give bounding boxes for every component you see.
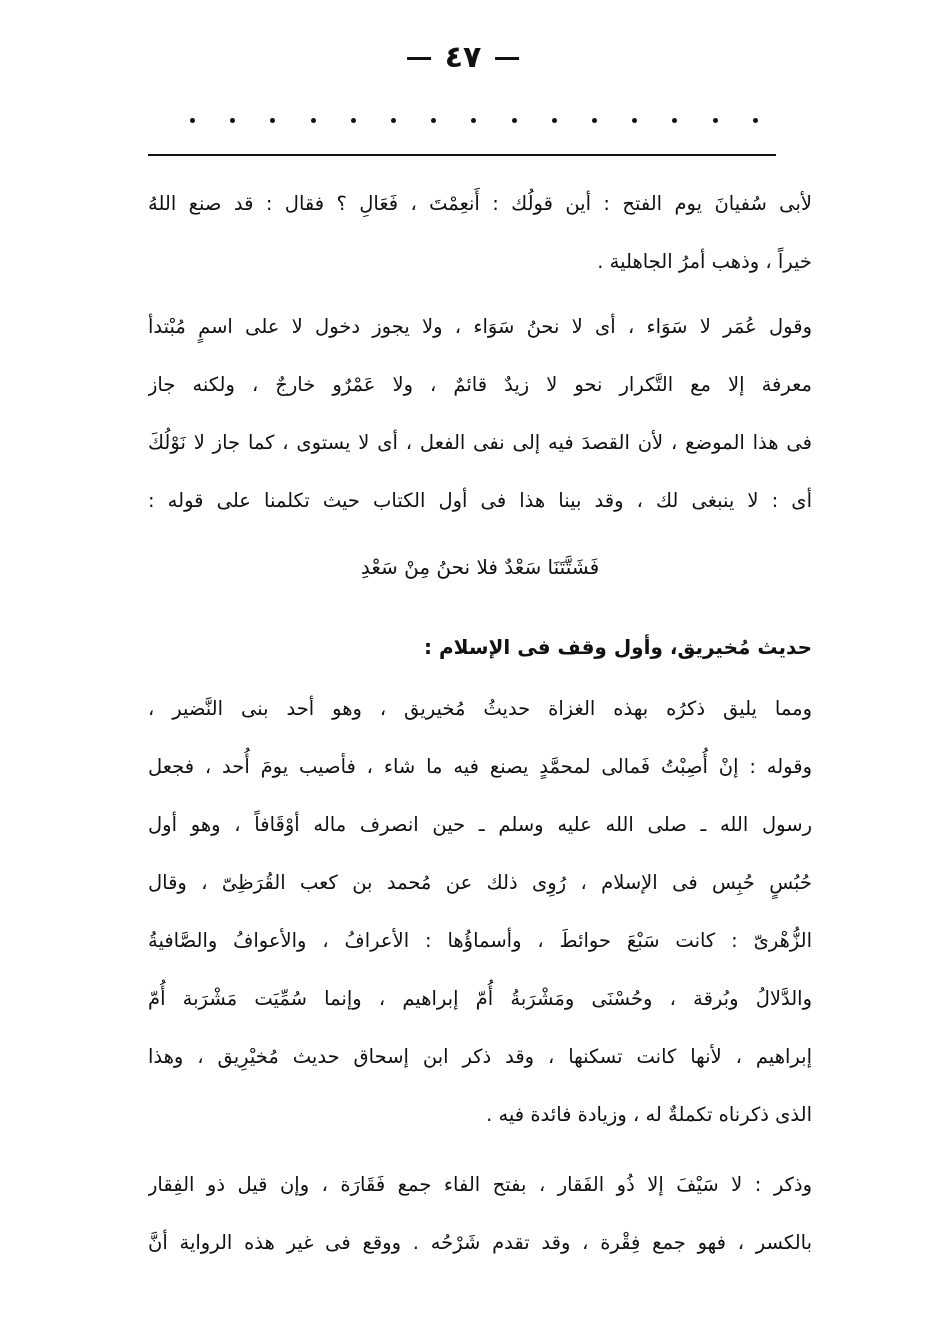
text-line: أى : لا ينبغى لك ، وقد بينا هذا فى أول الكتاب حيث تكلمنا على قوله : (148, 489, 812, 512)
text-line: رسول الله ـ صلى الله عليه وسلم ـ حين انصرف ماله أوْقَافاً ، وهو أول (148, 813, 812, 836)
separator-dot (230, 118, 235, 123)
separator-dot (391, 118, 396, 123)
paragraph-3 (148, 680, 812, 1144)
text-line: لأبى سُفيانَ يوم الفتح : أين قولُك : أَنعِمْتَ ، فَعَالِ ؟ فقال : قد صنع اللهُ (148, 192, 812, 215)
page-number: ٤٧ (444, 40, 482, 75)
text-line: فى هذا الموضع ، لأن القصدَ فيه إلى نفى الفعل ، أى لا يستوى ، كما جاز لا نَوْلُكَ (148, 431, 812, 454)
separator-dot (512, 118, 517, 123)
separator-dot (672, 118, 677, 123)
paragraph-2 (148, 298, 812, 530)
text-line: إبراهيم ، لأنها كانت تسكنها ، وقد ذكر ابن إسحاق حديث مُخيْرِيق ، وهذا (148, 1045, 812, 1068)
text-line: حُبُسٍ حُبِس فى الإسلام ، رُوِى ذلك عن مُحمد بن كعب القُرَظِىّ ، وقال (148, 871, 812, 894)
separator-dot (713, 118, 718, 123)
paragraph-4 (148, 1156, 812, 1272)
text-line: وذكر : لا سَيْفَ إلا ذُو الفَقار ، بفتح الفاء جمع فَقَارَة ، وإن قيل ذو الفِقار (148, 1173, 812, 1196)
separator-dot (190, 118, 195, 123)
page-number-header (0, 38, 926, 78)
separator-dot (351, 118, 356, 123)
text-line: والدَّلالُ وبُرقة ، وحُسْنَى ومَشْرَبةُ أُمّ إبراهيم ، وإنما سُمِّيَت مَشْرَبة أُمّ (148, 987, 812, 1010)
separator-dot (431, 118, 436, 123)
text-line: معرفة إلا مع التَّكرار نحو لا زيدٌ قائمٌ ، ولا عَمْرٌو خارجٌ ، ولكنه جاز (148, 373, 812, 396)
separator-dot (270, 118, 275, 123)
text-line: وقوله : إنْ أُصِبْتُ فَمالى لمحمَّدٍ يصنع فيه ما شاء ، فأصيب يومَ أُحد ، فجعل (148, 755, 812, 778)
paragraph-1 (148, 175, 812, 291)
text-line: الذى ذكرناه تكملةٌ له ، وزيادة فائدة فيه . (486, 1103, 812, 1126)
separator-dot (552, 118, 557, 123)
section-heading: حديث مُخيريق، وأول وقف فى الإسلام : (424, 635, 812, 659)
text-line: خيراً ، وذهب أمرُ الجاهلية . (597, 250, 812, 273)
poem-verse: فَشَتَّتَنَا سَعْدٌ فلا نحنُ مِنْ سَعْدِ (360, 555, 600, 579)
right-dash (495, 57, 519, 60)
text-line: بالكسر ، فهو جمع فِقْرة ، وقد تقدم شَرْحُه . ووقع فى غير هذه الرواية أنَّ (148, 1231, 812, 1254)
left-dash (407, 57, 431, 60)
dotted-separator (190, 118, 758, 123)
text-line: ومما يليق ذكرُه بهذه الغزاة حديثُ مُخيريق ، وهو أحد بنى النَّضير ، (148, 697, 812, 720)
separator-dot (311, 118, 316, 123)
separator-dot (592, 118, 597, 123)
separator-dot (632, 118, 637, 123)
text-line: وقول عُمَر لا سَوَاء ، أى لا نحنُ سَوَاء ، ولا يجوز دخول لا على اسمٍ مُبْتدأ (148, 315, 812, 338)
text-line: الزُّهْرىّ : كانت سَبْعَ حوائطَ ، وأسماؤُها : الأعرافُ ، والأعوافُ والصَّافيةُ (148, 929, 812, 952)
horizontal-rule (148, 154, 776, 156)
separator-dot (753, 118, 758, 123)
separator-dot (471, 118, 476, 123)
